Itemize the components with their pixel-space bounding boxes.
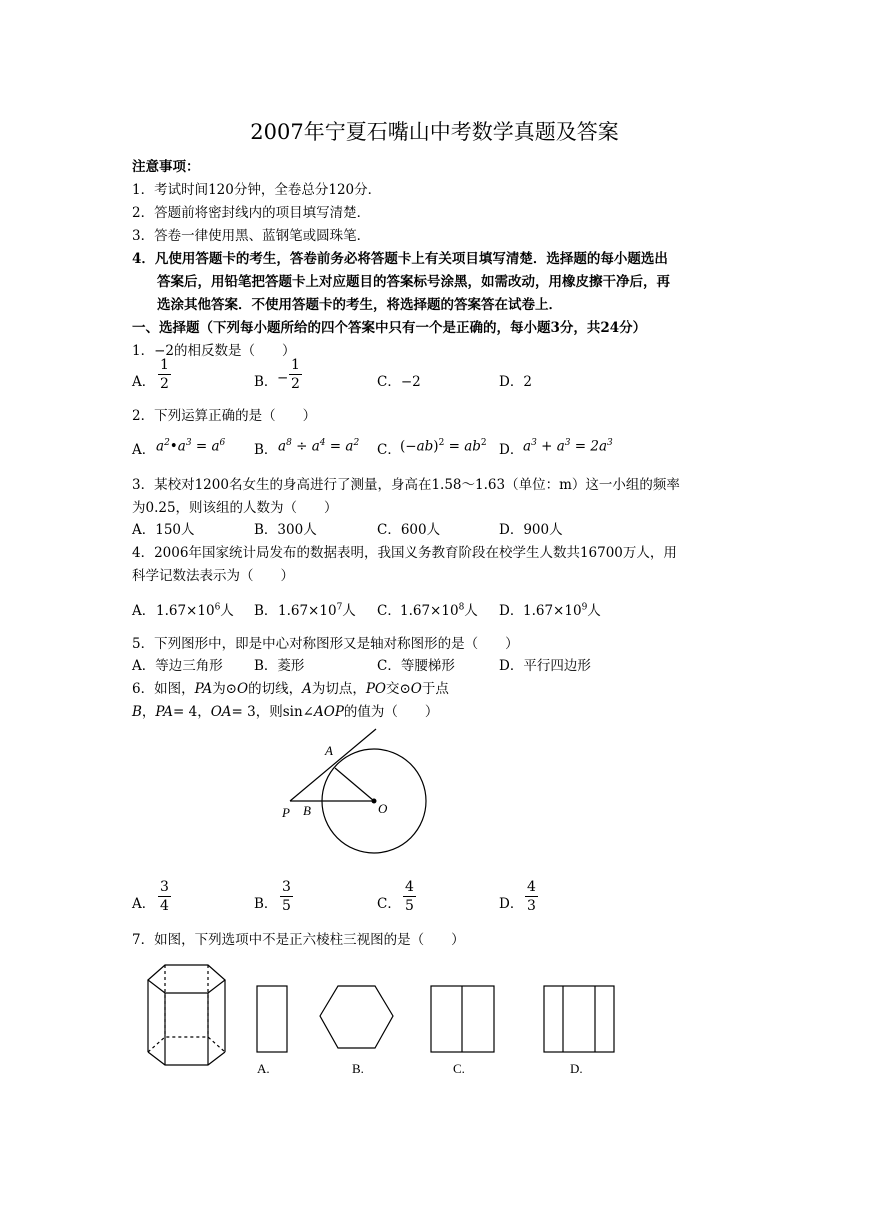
question-4-stem-2: 科学记数法表示为（ ） <box>132 568 294 584</box>
label-d: D. <box>570 1061 583 1076</box>
label-c: C. <box>453 1061 465 1076</box>
notice-item: 2．答题前将密封线内的项目填写清楚． <box>132 205 371 221</box>
page-title: 2007年宁夏石嘴山中考数学真题及答案 <box>250 120 619 144</box>
radius-oa <box>335 768 374 801</box>
hexagonal-prism <box>148 965 225 1065</box>
option-c: C．等腰梯形 <box>377 658 455 674</box>
view-c <box>431 986 494 1052</box>
center-point <box>372 799 377 804</box>
label-b: B <box>303 803 311 818</box>
label-a: A. <box>257 1061 270 1076</box>
q6-circle-figure <box>270 725 470 865</box>
label-p: P <box>282 805 290 820</box>
notice-item: 4．凡使用答题卡的考生，答卷前务必将答题卡上有关项目填写清楚．选择题的每小题选出 <box>132 251 668 267</box>
notice-heading: 注意事项： <box>132 159 200 175</box>
option-a: A． <box>132 374 156 390</box>
question-3-stem: 3．某校对1200名女生的身高进行了测量，身高在1.58～1.63（单位：m）这一小组的频率 <box>132 477 680 493</box>
question-6-stem-2: B，PA= 4，OA= 3，则sin∠AOP的值为（ ） <box>132 704 439 720</box>
q7-figures <box>130 960 650 1085</box>
option-d: D．2 <box>499 374 532 390</box>
option-b: B． <box>254 374 278 390</box>
view-d <box>544 986 614 1052</box>
option-a: A．150人 <box>132 522 195 538</box>
notice-item: 答案后，用铅笔把答题卡上对应题目的答案标号涂黑，如需改动，用橡皮擦干净后，再 <box>157 274 670 290</box>
option-c: C．−2 <box>377 374 421 390</box>
tangent-line <box>290 729 376 801</box>
question-6-options: A． $\frac{3}{4}$ B． $\frac{3}{5}$ C． $\frac{4}{5}$ D． $\frac{4}{3}$ <box>132 879 536 914</box>
notice-item: 3．答卷一律使用黑、蓝钢笔或圆珠笔． <box>132 228 371 244</box>
label-b: B. <box>352 1061 364 1076</box>
notice-item: 选涂其他答案．不使用答题卡的考生，将选择题的答案答在试卷上． <box>157 297 562 313</box>
question-6-stem: 6．如图，PA为⊙O的切线，A为切点，PO交⊙O于点 <box>132 681 449 697</box>
question-4-stem: 4．2006年国家统计局发布的数据表明，我国义务教育阶段在校学生人数共16700万人，用 <box>132 545 677 561</box>
question-1-stem: 1．−2的相反数是（ ） <box>132 343 296 359</box>
notice-item: 1．考试时间120分钟，全卷总分120分． <box>132 182 382 198</box>
option-d: D．平行四边形 <box>499 658 591 674</box>
view-b <box>320 986 393 1048</box>
option-b: B．300人 <box>254 522 317 538</box>
option-a: A．等边三角形 <box>132 658 223 674</box>
section-heading: 一、选择题（下列每小题所给的四个答案中只有一个是正确的，每小题3分，共24分） <box>132 320 647 336</box>
question-5-stem: 5．下列图形中，即是中心对称图形又是轴对称图形的是（ ） <box>132 636 519 652</box>
view-a <box>257 986 287 1052</box>
question-2-stem: 2．下列运算正确的是（ ） <box>132 408 317 424</box>
label-o: O <box>378 801 388 816</box>
option-b: B．菱形 <box>254 658 305 674</box>
option-d: D．900人 <box>499 522 563 538</box>
question-3-stem-2: 为0.25，则该组的人数为（ ） <box>132 500 338 516</box>
label-a: A <box>325 743 333 758</box>
question-7-stem: 7．如图，下列选项中不是正六棱柱三视图的是（ ） <box>132 932 465 948</box>
option-c: C．600人 <box>377 522 441 538</box>
